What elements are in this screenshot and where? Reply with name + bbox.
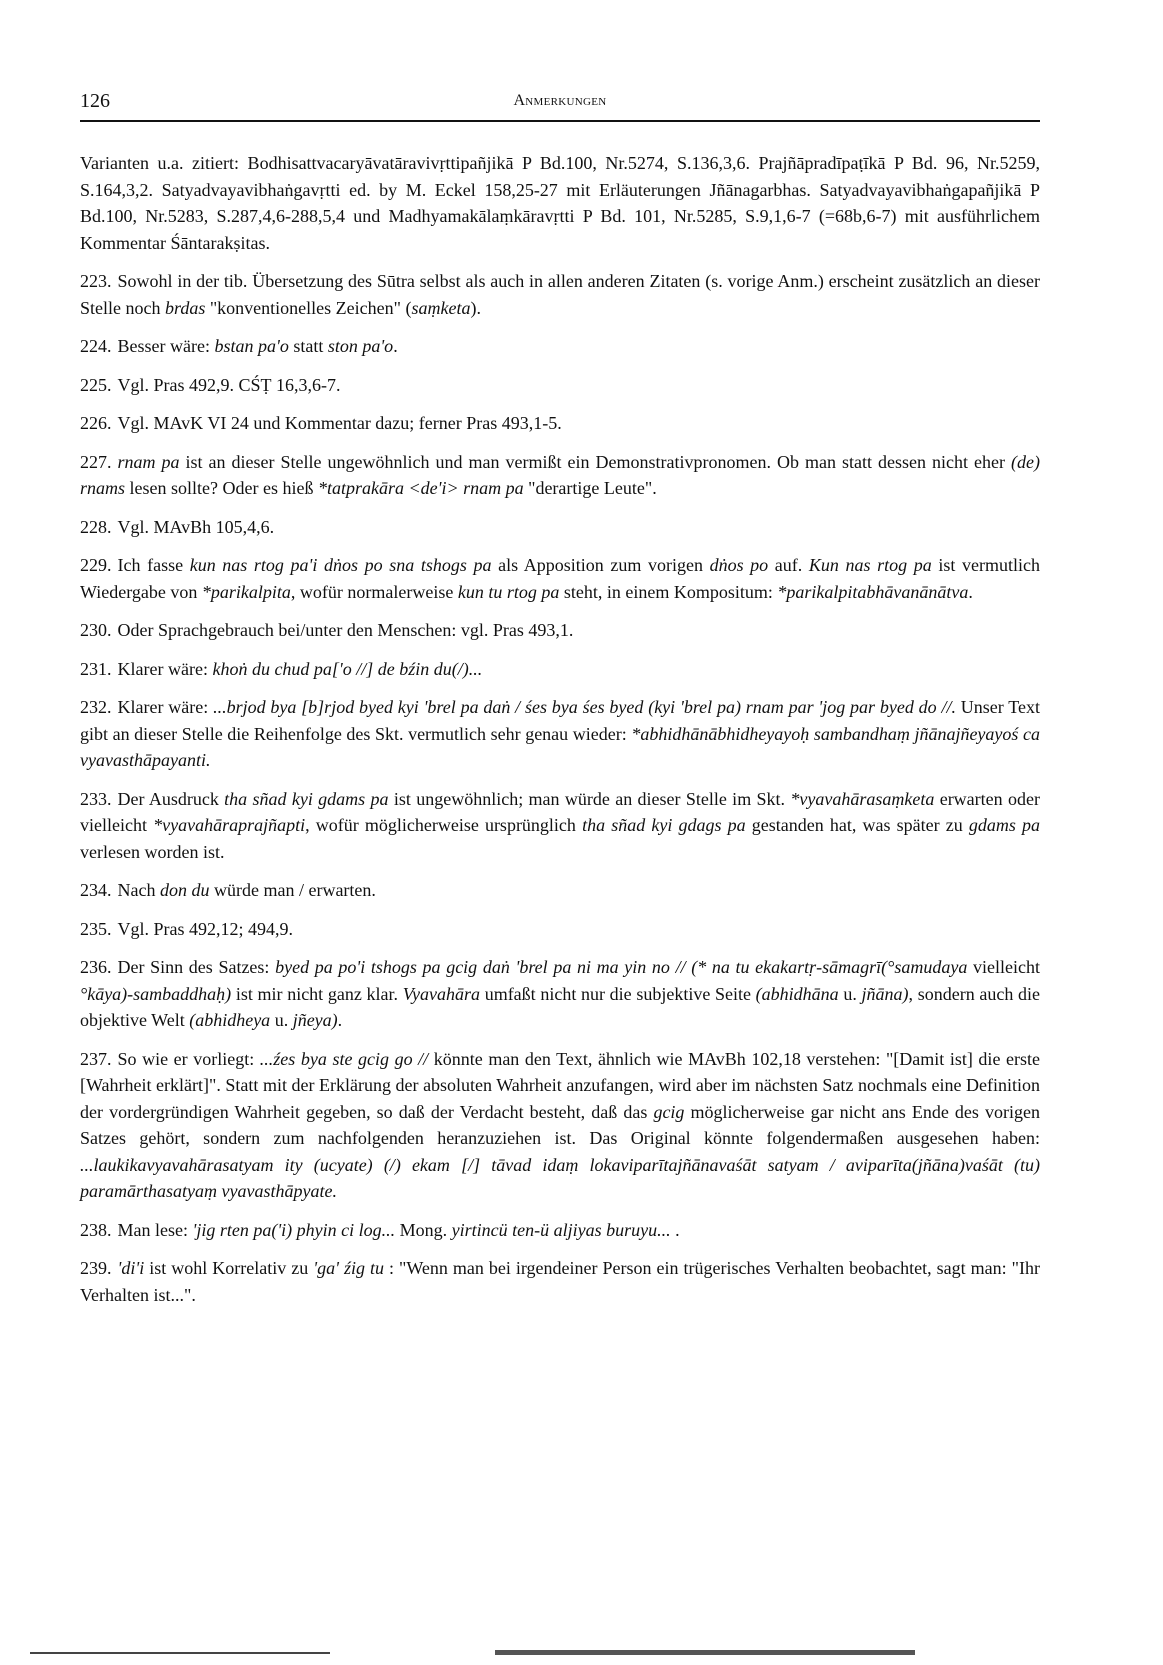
note-text: Klarer wäre:: [117, 658, 213, 679]
note-text: u.: [838, 983, 862, 1004]
note-text: Unser Text gibt an dieser Stelle die Reihenfolge des Skt. vermutlich sehr genau wieder:: [80, 697, 1040, 744]
note-text: u.: [270, 1010, 293, 1030]
note-paragraph: [80, 954, 1040, 1034]
note-text: .: [968, 581, 973, 602]
page-header: [80, 88, 1040, 118]
note-number: 228.: [80, 516, 112, 537]
note-italic-term: (abhidheya: [189, 1010, 271, 1030]
note-paragraph: [80, 916, 1040, 943]
note-number: 230.: [80, 620, 112, 640]
note-text: Varianten u.a. zitiert: Bodhisattvacaryāvatāravivṛttipañjikā P Bd.100, Nr.5274, S.136,3,6. Prajñāpradīpaṭīkā P Bd. 96, Nr.5259, S.164,3,2. Satyadvayavibhaṅgavṛtti ed. by M. Eckel 158,25-27 mit Erläuterungen Jñānagarbhas. Satyadvayavibhaṅgapañjikā P Bd.100, Nr.5283, S.287,4,6-288,5,4 und Madhyamakālaṃkāravṛtti P Bd. 101, Nr.5285, S.9,1,6-7 (=68b,6-7) mit ausführlichem Kommentar Śāntarakṣitas.: [80, 153, 1040, 253]
note-text: So wie er vorliegt:: [117, 1048, 260, 1069]
page-number: 126: [80, 90, 110, 112]
note-italic-term: tha sñad kyi gdams pa: [224, 788, 389, 809]
note-italic-term: Vyavahāra: [402, 983, 481, 1004]
note-number: 231.: [80, 658, 112, 679]
note-number: 237.: [80, 1048, 112, 1069]
note-italic-term: Kun nas rtog pa: [808, 555, 932, 575]
note-italic-term: tha sñad kyi gdags pa: [582, 815, 746, 835]
note-text: erwarten oder vielleicht: [80, 788, 1040, 835]
note-paragraph: [80, 449, 1040, 502]
note-italic-term: ...źes bya ste gcig go //: [259, 1048, 429, 1069]
note-text: : "Wenn man bei irgendeiner Person ein trügerisches Verhalten beobachtet, sagt man: "Ihr Verhalten ist...".: [80, 1258, 1040, 1305]
note-italic-term: *parikalpitabhāvanānātva: [777, 581, 969, 602]
note-text: Vgl. MAvBh 105,4,6.: [117, 516, 275, 537]
note-text: Der Sinn des Satzes:: [117, 957, 276, 977]
note-italic-term: byed pa po'i tshogs pa gcig daṅ 'brel pa ni ma yin no // (* na tu ekakartṛ-sāmagrī(°samudaya: [275, 957, 968, 977]
note-italic-term: (abhidhāna: [755, 983, 839, 1004]
note-number: 234.: [80, 880, 112, 900]
note-number: 223.: [80, 271, 112, 291]
note-paragraph: [80, 150, 1040, 256]
note-italic-term: 'jig rten pa('i) phyin ci log...: [192, 1219, 396, 1240]
note-number: 238.: [80, 1219, 112, 1240]
note-italic-term: gcig: [653, 1101, 685, 1122]
notes-body: [80, 150, 1040, 1320]
note-paragraph: [80, 552, 1040, 605]
note-text: .: [337, 1010, 343, 1030]
running-head: Anmerkungen: [513, 92, 607, 109]
note-italic-term: don du: [159, 880, 210, 900]
note-paragraph: [80, 1217, 1040, 1244]
note-text: ist vermutlich Wiedergabe von: [80, 555, 1040, 602]
note-italic-term: 'di'i: [117, 1258, 145, 1278]
note-italic-term: *abhidhānābhidheyayoḥ sambandhaṃ jñānajñeyayoś ca vyavasthāpayanti.: [80, 723, 1040, 770]
note-text: ).: [470, 297, 481, 318]
note-text: Man lese:: [117, 1219, 193, 1240]
note-italic-term: *tatprakāra <de'i> rnam pa: [317, 478, 524, 498]
note-paragraph: [80, 268, 1040, 321]
note-italic-term: kun tu rtog pa: [457, 581, 560, 602]
note-text: Vgl. MAvK VI 24 und Kommentar dazu; ferner Pras 493,1-5.: [117, 413, 562, 433]
note-number: 227.: [80, 451, 112, 472]
note-text: "derartige Leute".: [523, 478, 657, 498]
note-text: , sondern auch die objektive Welt: [80, 983, 1041, 1030]
note-text: auf.: [768, 555, 809, 575]
note-number: 229.: [80, 555, 112, 575]
note-number: 235.: [80, 918, 112, 939]
note-paragraph: [80, 410, 1040, 437]
note-number: 233.: [80, 788, 112, 809]
note-text: Mong.: [395, 1219, 452, 1240]
note-text: statt: [288, 336, 328, 356]
note-text: ist ungewöhnlich; man würde an dieser Stelle im Skt.: [388, 788, 791, 809]
note-text: möglicherweise gar nicht ans Ende des vorigen Satzes gehört, sondern zum nachfolgenden heranzuziehen ist. Das Original könnte folgendermaßen ausgesehen haben:: [80, 1101, 1041, 1148]
note-text: ist mir nicht ganz klar.: [231, 983, 403, 1004]
note-italic-term: *parikalpita: [201, 581, 291, 602]
note-paragraph: [80, 617, 1040, 644]
note-paragraph: [80, 514, 1040, 541]
note-paragraph: [80, 786, 1040, 866]
note-italic-term: (de) rnams: [80, 451, 1040, 498]
note-italic-term: 'ga' źig tu: [313, 1258, 384, 1278]
note-italic-term: dṅos po: [709, 555, 769, 575]
note-italic-term: brdas: [164, 297, 206, 318]
note-text: als Apposition zum vorigen: [491, 555, 710, 575]
note-paragraph: [80, 372, 1040, 399]
note-paragraph: [80, 333, 1040, 360]
note-text: .: [670, 1219, 680, 1240]
note-italic-term: rnam pa: [117, 451, 180, 472]
note-number: 232.: [80, 697, 112, 717]
note-italic-term: *vyavahārasaṃketa: [790, 788, 935, 809]
note-paragraph: [80, 1255, 1040, 1308]
note-text: Vgl. Pras 492,12; 494,9.: [117, 918, 293, 939]
note-number: 225.: [80, 374, 112, 395]
note-text: Vgl. Pras 492,9. CŚṬ 16,3,6-7.: [117, 374, 341, 395]
note-text: "konventionelles Zeichen" (: [205, 297, 412, 318]
note-text: Nach: [117, 880, 160, 900]
note-text: könnte man den Text, ähnlich wie MAvBh 102,18 verstehen: "[Damit ist] die erste [Wahrheit erklärt]". Statt mit der Erklärung der absoluten Wahrheit anzufangen, wird aber im nächsten Satz nochmals eine Definition der vordergründigen Wahrheit gegeben, so daß der Verdacht besteht, daß das: [80, 1048, 1040, 1122]
note-text: verlesen worden ist.: [80, 841, 225, 862]
note-text: umfaßt nicht nur die subjektive Seite: [480, 983, 756, 1004]
footer-rule: [30, 1652, 330, 1654]
note-text: Klarer wäre:: [117, 697, 214, 717]
note-italic-term: gdams pa: [968, 815, 1040, 835]
note-italic-term: °kāya)-sambaddhaḥ): [80, 983, 232, 1004]
note-number: 236.: [80, 957, 112, 977]
note-italic-term: jñāna): [861, 983, 909, 1004]
note-paragraph: [80, 694, 1040, 774]
note-italic-term: kun nas rtog pa'i dṅos po sna tshogs pa: [189, 555, 492, 575]
note-text: Oder Sprachgebrauch bei/unter den Menschen: vgl. Pras 493,1.: [117, 620, 574, 640]
note-italic-term: ...laukikavyavahārasatyam ity (ucyate) (/) ekam [/] tāvad idaṃ lokaviparītajñānavaśāt satyam / aviparīta(jñāna)vaśāt (tu) paramārthasatyaṃ vyavasthāpyate.: [80, 1154, 1040, 1201]
note-text: , wofür normalerweise: [290, 581, 458, 602]
note-italic-term: ston pa'o: [327, 336, 394, 356]
note-italic-term: saṃketa: [411, 297, 471, 318]
note-paragraph: [80, 1046, 1040, 1205]
note-text: .: [393, 336, 398, 356]
note-text: Sowohl in der tib. Übersetzung des Sūtra selbst als auch in allen anderen Zitaten (s. vorige Anm.) erscheint zusätzlich an dieser Stelle noch: [80, 271, 1040, 318]
note-italic-term: *vyavahāraprajñapti: [153, 815, 306, 835]
note-italic-term: bstan pa'o: [214, 336, 289, 356]
note-text: ist an dieser Stelle ungewöhnlich und man vermißt ein Demonstrativpronomen. Ob man statt dessen nicht eher: [179, 451, 1011, 472]
note-text: lesen sollte? Oder es hieß: [125, 478, 318, 498]
note-text: steht, in einem Kompositum:: [559, 581, 778, 602]
note-italic-term: khoṅ du chud pa['o //] de bźin du(/)...: [212, 658, 483, 679]
note-paragraph: [80, 656, 1040, 683]
note-paragraph: [80, 877, 1040, 904]
note-text: vielleicht: [967, 957, 1040, 977]
note-italic-term: jñeya): [292, 1010, 338, 1030]
note-number: 224.: [80, 336, 112, 356]
note-text: würde man / erwarten.: [209, 880, 376, 900]
header-rule: [80, 120, 1040, 122]
note-text: Ich fasse: [117, 555, 190, 575]
note-italic-term: yirtincü ten-ü aljiyas buruyu...: [451, 1219, 671, 1240]
note-text: ist wohl Korrelativ zu: [144, 1258, 314, 1278]
note-text: gestanden hat, was später zu: [745, 815, 969, 835]
note-text: , wofür möglicherweise ursprünglich: [305, 815, 583, 835]
note-text: Der Ausdruck: [117, 788, 225, 809]
footer-rule: [495, 1650, 915, 1655]
note-text: Besser wäre:: [117, 336, 215, 356]
note-number: 239.: [80, 1258, 112, 1278]
note-italic-term: ...brjod bya [b]rjod byed kyi 'brel pa daṅ / śes bya śes byed (kyi 'brel pa) rnam par 'jog par byed do //.: [213, 697, 956, 717]
note-number: 226.: [80, 413, 112, 433]
